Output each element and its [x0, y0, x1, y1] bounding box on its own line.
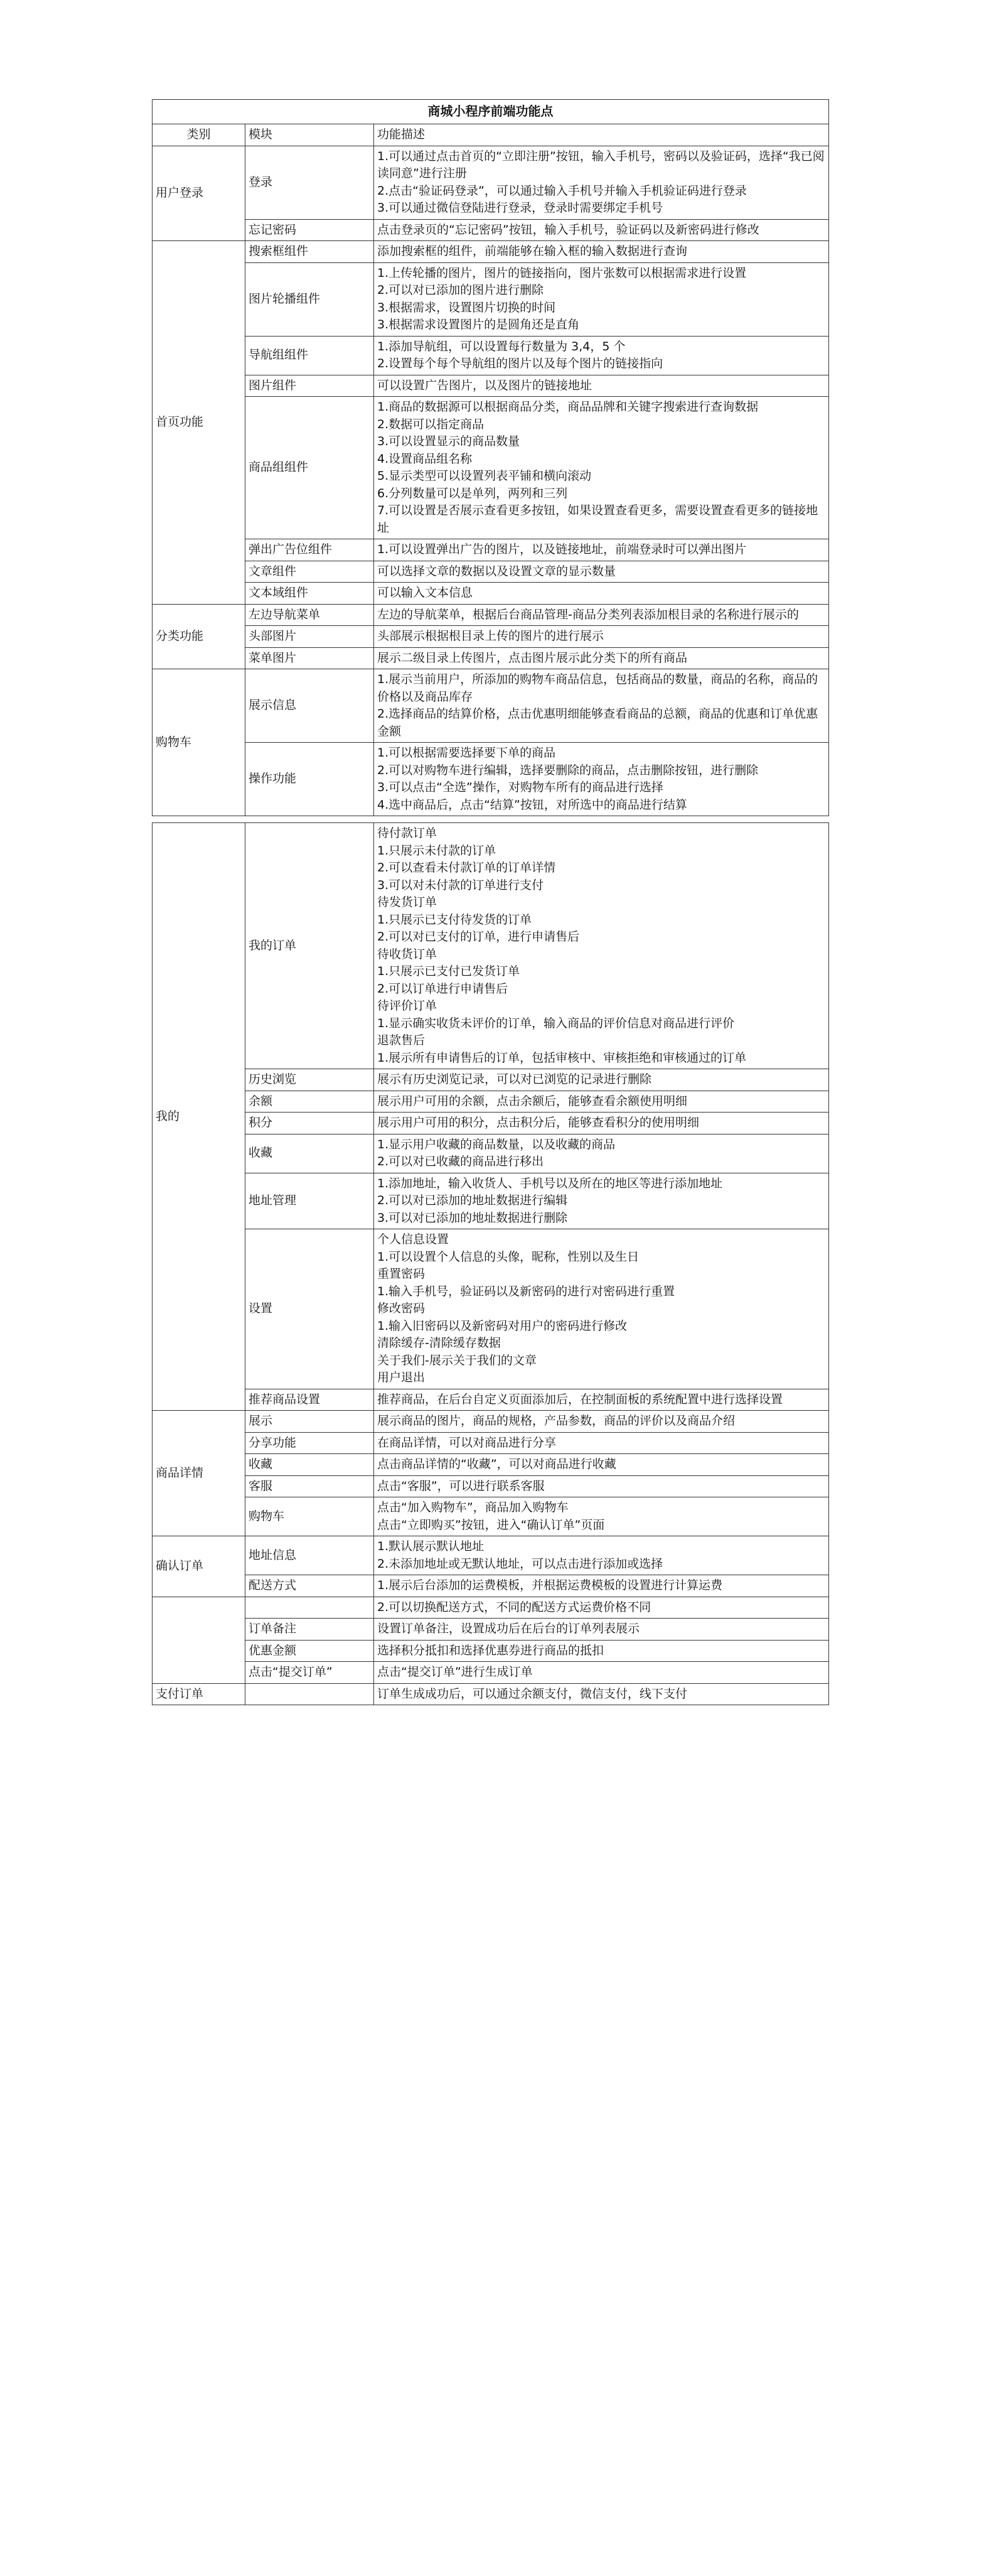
description-cell — [374, 1475, 829, 1497]
table-row — [153, 1575, 829, 1597]
table-row — [153, 583, 829, 605]
module-cell: 图片组件 — [245, 375, 374, 397]
description-cell — [374, 1454, 829, 1476]
description-cell — [374, 1575, 829, 1597]
description-cell — [374, 1173, 829, 1229]
description-line: 设置订单备注，设置成功后在后台的订单列表展示 — [377, 1622, 640, 1636]
description-line: 可以选择文章的数据以及设置文章的显示数量 — [377, 564, 616, 578]
section-spacer — [153, 816, 829, 823]
description-cell — [374, 1229, 829, 1389]
description-line: 可以设置广告图片，以及图片的链接地址 — [377, 378, 592, 392]
description-line: 1.商品的数据源可以根据商品分类，商品品牌和关键字搜索进行查询数据 — [377, 400, 759, 414]
description-cell — [374, 262, 829, 336]
description-cell — [374, 604, 829, 626]
description-line: 1.只展示已支付已发货订单 — [377, 964, 520, 978]
description-line: 2.可以订单进行申请售后 — [377, 981, 508, 996]
table-row — [153, 647, 829, 669]
description-line: 点击“立即购买”按钮，进入“确认订单”页面 — [377, 1517, 605, 1532]
description-line: 待付款订单 — [377, 826, 437, 840]
table-row — [153, 604, 829, 626]
description-cell — [374, 583, 829, 605]
category-cell: 用户登录 — [153, 146, 245, 241]
table-row — [153, 1229, 829, 1389]
description-line: 1.输入手机号，验证码以及新密码的进行对密码进行重置 — [377, 1284, 675, 1298]
table-row — [153, 1091, 829, 1113]
description-line: 2.设置每个每个导航组的图片以及每个图片的链接指向 — [377, 357, 663, 370]
description-line: 用户退出 — [377, 1371, 426, 1384]
description-cell — [374, 1662, 829, 1684]
table-row — [153, 146, 829, 219]
description-line: 3.可以通过微信登陆进行登录，登录时需要绑定手机号 — [377, 201, 663, 215]
module-cell: 历史浏览 — [245, 1069, 374, 1091]
description-line: 1.上传轮播的图片，图片的链接指向，图片张数可以根据需求进行设置 — [377, 266, 747, 280]
description-line: 2.点击“验证码登录”，可以通过输入手机号并输入手机验证码进行登录 — [377, 183, 747, 198]
feature-document — [152, 99, 828, 1705]
category-cell — [153, 1597, 245, 1683]
module-cell: 操作功能 — [245, 743, 374, 816]
table-row — [153, 1113, 829, 1134]
table-row — [153, 626, 829, 648]
table-row — [153, 561, 829, 583]
description-cell — [374, 336, 829, 375]
header-description: 功能描述 — [374, 124, 829, 146]
category-cell: 首页功能 — [153, 241, 245, 605]
description-line: 2.可以对购物车进行编辑，选择要删除的商品，点击删除按钮，进行删除 — [377, 763, 759, 777]
description-cell — [374, 647, 829, 669]
module-cell: 订单备注 — [245, 1619, 374, 1641]
module-cell: 余额 — [245, 1091, 374, 1113]
module-cell: 导航组组件 — [245, 336, 374, 375]
description-line: 1.只展示已支付待发货的订单 — [377, 912, 532, 927]
category-cell: 商品详情 — [153, 1411, 245, 1536]
description-line: 关于我们-展示关于我们的文章 — [377, 1353, 537, 1367]
module-cell: 忘记密码 — [245, 219, 374, 241]
description-line: 订单生成成功后，可以通过余额支付，微信支付，线下支付 — [377, 1686, 688, 1701]
description-cell — [374, 1640, 829, 1662]
description-line: 1.可以设置弹出广告的图片，以及链接地址，前端登录时可以弹出图片 — [377, 542, 747, 556]
description-line: 2.可以查看未付款订单的订单详情 — [377, 861, 556, 875]
description-line: 1.显示用户收藏的商品数量，以及收藏的商品 — [377, 1137, 616, 1151]
module-cell: 地址管理 — [245, 1173, 374, 1229]
description-line: 4.设置商品组名称 — [377, 451, 473, 466]
description-line: 展示有历史浏览记录，可以对已浏览的记录进行删除 — [377, 1072, 652, 1086]
description-line: 2.可以对已收藏的商品进行移出 — [377, 1155, 544, 1168]
description-line: 添加搜索框的组件，前端能够在输入框的输入数据进行查询 — [377, 244, 688, 258]
header-row — [153, 124, 829, 146]
header-category: 类别 — [153, 124, 245, 146]
header-module: 模块 — [245, 124, 374, 146]
module-cell — [245, 1683, 374, 1705]
description-line: 推荐商品，在后台自定义页面添加后，在控制面板的系统配置中进行选择设置 — [377, 1392, 783, 1406]
table-row — [153, 1411, 829, 1433]
description-cell — [374, 397, 829, 539]
table-row — [153, 1536, 829, 1575]
description-cell — [374, 626, 829, 648]
module-cell: 地址信息 — [245, 1536, 374, 1575]
description-cell — [374, 1683, 829, 1705]
description-line: 清除缓存-清除缓存数据 — [377, 1336, 501, 1350]
description-line: 1.默认展示默认地址 — [377, 1539, 485, 1553]
description-line: 退款售后 — [377, 1033, 426, 1047]
module-cell: 收藏 — [245, 1134, 374, 1173]
description-cell — [374, 1113, 829, 1134]
description-line: 1.可以设置个人信息的头像，昵称，性别以及生日 — [377, 1249, 640, 1264]
table-row — [153, 262, 829, 336]
description-line: 3.根据需求，设置图片切换的时间 — [377, 300, 556, 315]
description-line: 展示二级目录上传图片，点击图片展示此分类下的所有商品 — [377, 650, 688, 665]
module-cell: 弹出广告位组件 — [245, 539, 374, 561]
description-line: 2.未添加地址或无默认地址，可以点击进行添加或选择 — [377, 1556, 663, 1571]
table-row — [153, 1619, 829, 1641]
module-cell — [245, 1597, 374, 1619]
module-cell: 收藏 — [245, 1454, 374, 1476]
module-cell: 客服 — [245, 1475, 374, 1497]
description-line: 2.可以对已支付的订单，进行申请售后 — [377, 930, 580, 944]
document-title: 商城小程序前端功能点 — [153, 100, 829, 124]
module-cell: 配送方式 — [245, 1575, 374, 1597]
module-cell: 头部图片 — [245, 626, 374, 648]
feature-table — [152, 99, 829, 1705]
description-line: 待发货订单 — [377, 895, 437, 909]
module-cell: 我的订单 — [245, 823, 374, 1069]
module-cell: 文章组件 — [245, 561, 374, 583]
description-cell — [374, 1069, 829, 1091]
table-row — [153, 823, 829, 1069]
description-cell — [374, 823, 829, 1069]
description-line: 展示用户可用的余额，点击余额后，能够查看余额使用明细 — [377, 1094, 688, 1108]
module-cell: 展示信息 — [245, 669, 374, 743]
description-line: 待收货订单 — [377, 947, 437, 961]
description-line: 2.数据可以指定商品 — [377, 417, 485, 431]
table-row — [153, 1640, 829, 1662]
description-line: 3.可以对已添加的地址数据进行删除 — [377, 1210, 568, 1225]
description-cell — [374, 1389, 829, 1411]
description-cell — [374, 146, 829, 219]
description-line: 选择积分抵扣和选择优惠券进行商品的抵扣 — [377, 1643, 604, 1657]
description-cell — [374, 669, 829, 743]
description-line: 2.可以对已添加的地址数据进行编辑 — [377, 1194, 568, 1207]
description-line: 点击“提交订单”进行生成订单 — [377, 1665, 533, 1679]
category-cell: 购物车 — [153, 669, 245, 816]
description-cell — [374, 1134, 829, 1173]
module-cell: 积分 — [245, 1113, 374, 1134]
description-line: 1.只展示未付款的订单 — [377, 843, 496, 858]
description-line: 修改密码 — [377, 1301, 426, 1315]
module-cell: 展示 — [245, 1411, 374, 1433]
table-row — [153, 397, 829, 539]
table-row — [153, 743, 829, 816]
description-line: 可以输入文本信息 — [377, 586, 473, 600]
table-row — [153, 539, 829, 561]
description-line: 点击“客服”，可以进行联系客服 — [377, 1479, 545, 1493]
description-cell — [374, 1411, 829, 1433]
description-cell — [374, 219, 829, 241]
table-row — [153, 1475, 829, 1497]
table-row — [153, 1597, 829, 1619]
table-row — [153, 1134, 829, 1173]
table-row — [153, 1662, 829, 1684]
description-line: 7.可以设置是否展示查看更多按钮，如果设置查看更多，需要设置查看更多的链接地址 — [377, 504, 818, 535]
description-line: 在商品详情，可以对商品进行分享 — [377, 1435, 557, 1450]
description-line: 5.显示类型可以设置列表平铺和横向滚动 — [377, 469, 592, 483]
description-line: 展示用户可用的积分，点击积分后，能够查看积分的使用明细 — [377, 1116, 700, 1129]
description-cell — [374, 375, 829, 397]
description-line: 点击商品详情的“收藏”，可以对商品进行收藏 — [377, 1457, 616, 1471]
table-row — [153, 669, 829, 743]
module-cell: 设置 — [245, 1229, 374, 1389]
description-line: 2.可以对已添加的图片进行删除 — [377, 283, 544, 297]
module-cell: 推荐商品设置 — [245, 1389, 374, 1411]
description-cell — [374, 743, 829, 816]
table-row — [153, 336, 829, 375]
module-cell: 购物车 — [245, 1497, 374, 1536]
module-cell: 商品组组件 — [245, 397, 374, 539]
table-row — [153, 1069, 829, 1091]
category-cell: 分类功能 — [153, 604, 245, 669]
module-cell: 分享功能 — [245, 1432, 374, 1454]
description-cell — [374, 1497, 829, 1536]
title-row — [153, 100, 829, 124]
description-line: 点击“加入购物车”，商品加入购物车 — [377, 1501, 569, 1514]
description-line: 2.选择商品的结算价格，点击优惠明细能够查看商品的总额，商品的优惠和订单优惠金额 — [377, 707, 818, 738]
category-cell: 我的 — [153, 823, 245, 1411]
description-line: 2.可以切换配送方式，不同的配送方式运费价格不同 — [377, 1600, 651, 1614]
table-row — [153, 1432, 829, 1454]
description-line: 1.添加地址，输入收货人、手机号以及所在的地区等进行添加地址 — [377, 1176, 723, 1190]
description-line: 6.分列数量可以是单列，两列和三列 — [377, 486, 568, 500]
description-line: 1.展示所有申请售后的订单，包括审核中、审核拒绝和审核通过的订单 — [377, 1050, 747, 1065]
description-line: 1.添加导航组，可以设置每行数量为 3,4，5 个 — [377, 339, 626, 353]
table-row — [153, 1389, 829, 1411]
description-cell — [374, 1619, 829, 1641]
description-line: 3.可以设置显示的商品数量 — [377, 434, 520, 448]
module-cell: 点击“提交订单” — [245, 1662, 374, 1684]
description-cell — [374, 241, 829, 263]
table-row — [153, 1454, 829, 1476]
description-line: 1.显示确实收货未评价的订单，输入商品的评价信息对商品进行评价 — [377, 1016, 735, 1030]
description-line: 3.可以点击“全选”操作，对购物车所有的商品进行选择 — [377, 780, 663, 794]
module-cell: 优惠金额 — [245, 1640, 374, 1662]
category-cell: 支付订单 — [153, 1683, 245, 1705]
description-line: 展示商品的图片，商品的规格，产品参数，商品的评价以及商品介绍 — [377, 1414, 736, 1428]
description-line: 个人信息设置 — [377, 1232, 449, 1246]
description-cell — [374, 1091, 829, 1113]
table-row — [153, 1173, 829, 1229]
description-line: 1.输入旧密码以及新密码对用户的密码进行修改 — [377, 1318, 628, 1333]
description-line: 1.可以通过点击首页的“立即注册”按钮，输入手机号，密码以及验证码，选择“我已阅读同意”进行注册 — [377, 149, 825, 180]
module-cell: 图片轮播组件 — [245, 262, 374, 336]
description-line: 1.可以根据需要选择要下单的商品 — [377, 746, 556, 760]
description-cell — [374, 539, 829, 561]
description-line: 4.选中商品后，点击“结算”按钮，对所选中的商品进行结算 — [377, 797, 687, 812]
module-cell: 登录 — [245, 146, 374, 219]
description-cell — [374, 1432, 829, 1454]
table-row — [153, 219, 829, 241]
table-row — [153, 1683, 829, 1705]
description-line: 左边的导航菜单，根据后台商品管理-商品分类列表添加根目录的名称进行展示的 — [377, 607, 799, 622]
description-line: 重置密码 — [377, 1267, 426, 1281]
module-cell: 搜索框组件 — [245, 241, 374, 263]
category-cell: 确认订单 — [153, 1536, 245, 1597]
description-cell — [374, 1536, 829, 1575]
description-line: 点击登录页的“忘记密码”按钮，输入手机号，验证码以及新密码进行修改 — [377, 222, 759, 237]
description-cell — [374, 561, 829, 583]
table-row — [153, 241, 829, 263]
module-cell: 菜单图片 — [245, 647, 374, 669]
description-line: 待评价订单 — [377, 999, 437, 1013]
description-line: 1.展示当前用户，所添加的购物车商品信息，包括商品的数量，商品的名称，商品的价格以及商品库存 — [377, 672, 818, 704]
module-cell: 文本域组件 — [245, 583, 374, 605]
description-line: 3.可以对未付款的订单进行支付 — [377, 878, 544, 892]
table-row — [153, 1497, 829, 1536]
description-line: 1.展示后台添加的运费模板，并根据运费模板的设置进行计算运费 — [377, 1578, 723, 1592]
description-line: 3.根据需求设置图片的是圆角还是直角 — [377, 318, 580, 331]
module-cell: 左边导航菜单 — [245, 604, 374, 626]
description-line: 头部展示根据根目录上传的图片的进行展示 — [377, 629, 604, 643]
description-cell — [374, 1597, 829, 1619]
table-row — [153, 375, 829, 397]
